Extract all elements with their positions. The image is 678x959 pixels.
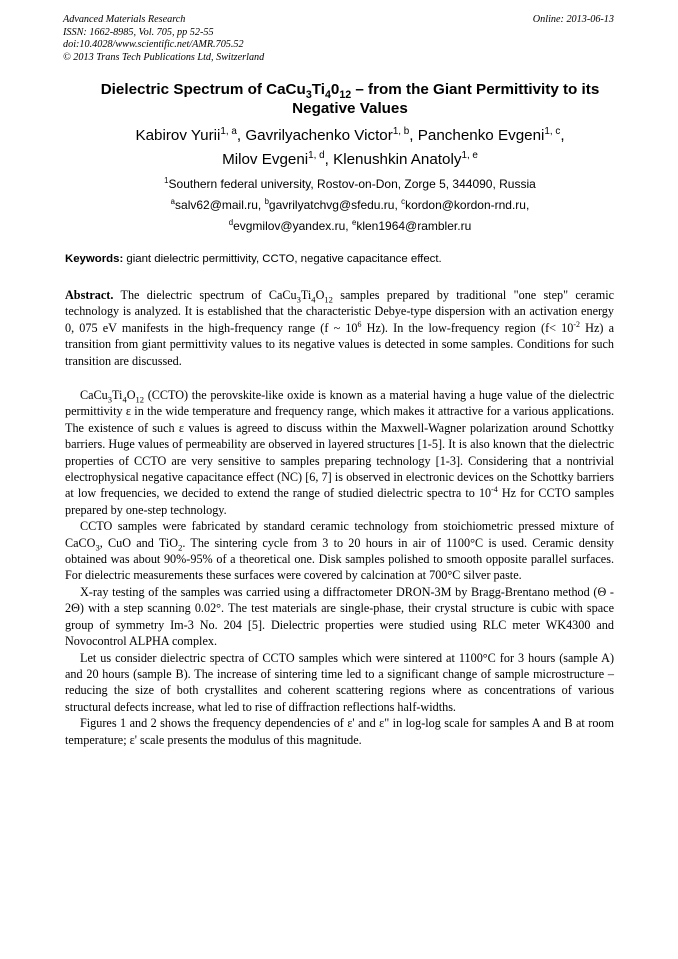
email-link[interactable]: evgmilov@yandex.ru,: [233, 219, 352, 233]
journal-header: [63, 14, 264, 64]
email-link[interactable]: klen1964@rambler.ru: [356, 219, 472, 233]
affiliation-line: $^1$Southern federal university, Rostov-on-Don, Zorge 5, 344090, Russia: [164, 176, 536, 191]
keywords-text: giant dielectric permittivity, CCTO, negative capacitance effect.: [123, 253, 442, 265]
doi-link[interactable]: doi:10.4028/www.scientific.net/AMR.705.52: [63, 39, 244, 50]
copyright-line: © 2013 Trans Tech Publications Ltd, Switzerland: [63, 51, 265, 63]
email-link[interactable]: salv62@mail.ru,: [175, 198, 265, 212]
author-name: Milov Evgeni: [222, 151, 309, 168]
affiliation-block: [70, 174, 630, 237]
keywords-label: Keywords:: [65, 253, 124, 265]
author-name: Panchenko Evgeni: [417, 127, 545, 144]
email-link[interactable]: kordon@kordon-rnd.ru,: [405, 198, 530, 212]
email-line-1: $^a$salv62@mail.ru, $^b$gavrilyatchvg@sfedu.ru, $^c$kordon@kordon-rnd.ru,: [170, 197, 530, 212]
paragraph-4: Let us consider dielectric spectra of CCTO samples which were sintered at 1100°C for 3 hours (sample A) and 20 hours (sample B). The increase of sintering time led to a significant change of sample microstructure – reducing the size of both crystallites and coherent scattering regions where as concentrations of various structural defects increase, what led to rise of diffraction reflections half-widths.: [65, 650, 614, 714]
issn-line: ISSN: 1662-8985, Vol. 705, pp 52-55: [63, 26, 214, 38]
email-line-2: $^d$evgmilov@yandex.ru, $^e$klen1964@rambler.ru: [228, 218, 472, 233]
email-link[interactable]: gavrilyatchvg@sfedu.ru,: [268, 198, 402, 212]
abstract: Abstract. The dielectric spectrum of $CaCu_3Ti_4O_{12}$ samples prepared by traditional "one step" ceramic technology is analyzed. It is established that the characteristic Debye-type dispersion with an activation energy 0, 075 eV manifests in the high-frequency range (f ~ $10^6$ Hz). In the low-frequency region ($f< 10^{-2}$ Hz) a transition from giant permittivity values to its negative values is detected in some samples. Conditions for such transition are discussed.: [65, 288, 614, 368]
keywords: [65, 252, 625, 266]
journal-name: Advanced Materials Research: [63, 14, 186, 25]
main-text: [65, 387, 614, 748]
paragraph-1: $CaCu_3Ti_4O_{12}$ (CCTO) the perovskite-like oxide is known as a material having a huge value of the dielectric permittivity ε in the wide temperature and frequency range, which makes it attractive for a various applications. The existence of such ε values is agreed to discuss within the Maxwell-Wagner polarization around Schottky barriers. Huge values of permeability are observed in layered structures [1-5]. It is also known that the dielectric properties of CCTO are very sensitive to samples preparing technology [1-3]. Considering that a nontrivial electrophysical negative capacitance effect (NC) [6, 7] is observed in electronic devices on the Schottky barriers at low frequencies, we decided to extend the range of studied dielectric spectra to $10^{-4}$ Hz for CCTO samples prepared by one-step technology.: [65, 388, 614, 517]
author-name: Kabirov Yurii: [135, 127, 221, 144]
paragraph-5: Figures 1 and 2 shows the frequency dependencies of ε' and ε" in log-log scale for samples A and B at room temperature; ε' scale presents the modulus of this magnitude.: [65, 716, 614, 747]
author-list: Kabirov Yurii$^{1, a}$, Gavrilyachenko Victor$^{1, b}$, Panchenko Evgeni$^{1, c}$, Milov Evgeni$^{1, d}$, Klenushkin Anatoly$^{1, e}$: [135, 125, 565, 168]
online-date: Online: 2013-06-13: [532, 14, 614, 25]
author-name: Gavrilyachenko Victor: [245, 127, 393, 144]
author-name: Klenushkin Anatoly: [333, 151, 462, 168]
paragraph-2: CCTO samples were fabricated by standard ceramic technology from stoichiometric pressed mixture of CaCO$_3$, CuO and TiO$_2$. The sintering cycle from 3 to 20 hours in air of 1100°C is used. Ceramic density obtained was about 90%-95% of a theoretical one. Disk samples polished to smooth opposite parallel surfaces. For dielectric measurements these surfaces were covered by calcination at 700°C silver paste.: [65, 519, 614, 583]
paragraph-3: X-ray testing of the samples was carried using a diffractometer DRON-3M by Bragg-Brentano method (Θ - 2Θ) with a step scanning 0.02°. The test materials are single-phase, their crystal structure is cubic with space group of symmetry Im-3 No. 204 [5]. Dielectric properties were studied using RLC meter WK4300 and Novocontrol ALPHA complex.: [65, 584, 614, 649]
abstract-label: Abstract.: [65, 288, 114, 302]
paper-title: Dielectric Spectrum of $CaCu_3Ti_40_{12}$ – from the Giant Permittivity to its Negative Values: [100, 81, 600, 117]
